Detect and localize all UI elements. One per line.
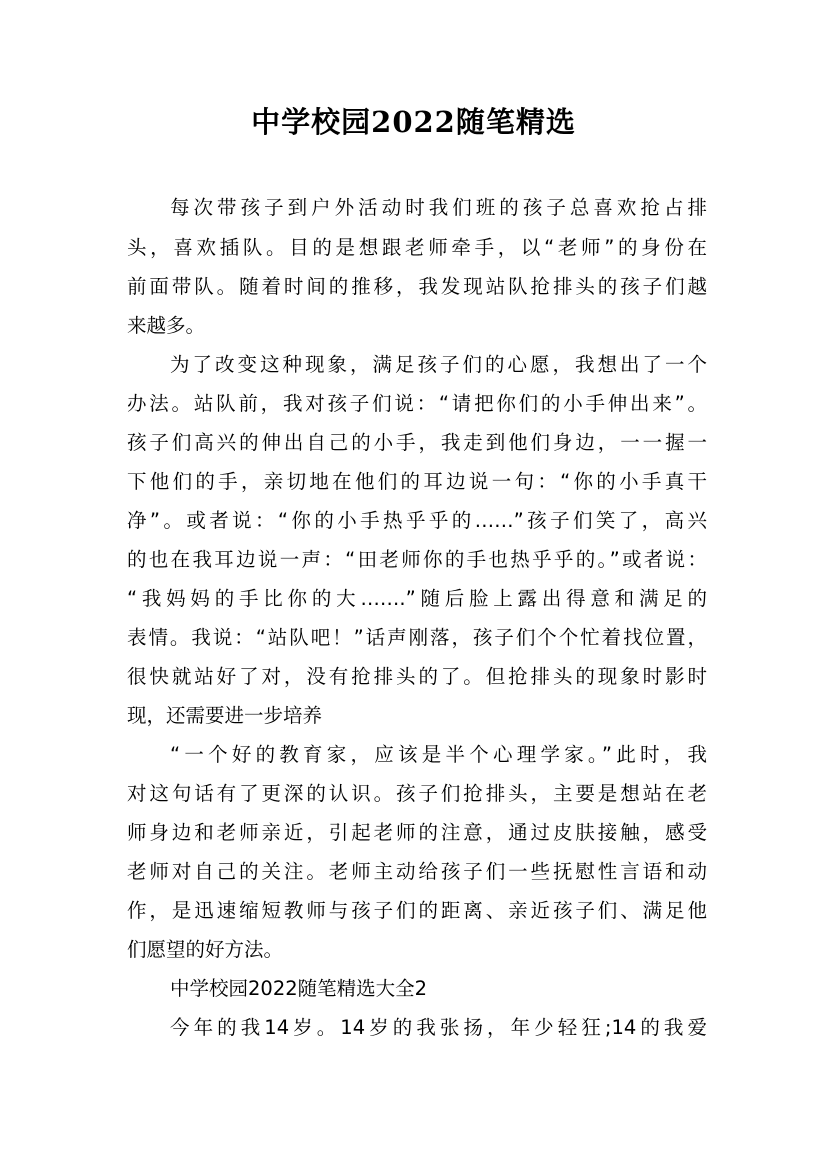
paragraph-line: 头，喜欢插队。目的是想跟老师牵手，以“老师”的身份在 bbox=[127, 236, 707, 259]
paragraph-line: 办法。站队前，我对孩子们说：“请把你们的小手伸出来”。 bbox=[127, 392, 707, 415]
paragraph-line: 师身边和老师亲近，引起老师的注意，通过皮肤接触，感受 bbox=[127, 821, 707, 844]
paragraph-line: “我妈妈的手比你的大…….”随后脸上露出得意和满足的 bbox=[127, 587, 707, 610]
paragraph-line: 对这句话有了更深的认识。孩子们抢排头，主要是想站在老 bbox=[127, 782, 707, 805]
paragraph-line: 来越多。 bbox=[127, 314, 206, 337]
paragraph-line: 表情。我说：“站队吧！”话声刚落，孩子们个个忙着找位置， bbox=[127, 626, 707, 649]
paragraph-line: 孩子们高兴的伸出自己的小手，我走到他们身边，一一握一 bbox=[127, 431, 707, 454]
section-heading: 中学校园2022随笔精选大全2 bbox=[170, 977, 428, 1000]
paragraph-line: 为了改变这种现象，满足孩子们的心愿，我想出了一个 bbox=[170, 353, 707, 376]
paragraph-line: 的也在我耳边说一声：“田老师你的手也热乎乎的。”或者说： bbox=[127, 548, 707, 571]
paragraph-line: 今年的我14岁。14岁的我张扬，年少轻狂;14的我爱 bbox=[170, 1016, 707, 1039]
document-title: 中学校园2022随笔精选 bbox=[251, 105, 576, 139]
paragraph-line: 前面带队。随着时间的推移，我发现站队抢排头的孩子们越 bbox=[127, 275, 707, 298]
paragraph-line: 下他们的手，亲切地在他们的耳边说一句：“你的小手真干 bbox=[127, 470, 707, 493]
paragraph-line: 净”。或者说：“你的小手热乎乎的……”孩子们笑了，高兴 bbox=[127, 509, 707, 532]
paragraph-line: 作，是迅速缩短教师与孩子们的距离、亲近孩子们、满足他 bbox=[127, 899, 707, 922]
paragraph-line: 老师对自己的关注。老师主动给孩子们一些抚慰性言语和动 bbox=[127, 860, 707, 883]
paragraph-line: 们愿望的好方法。 bbox=[127, 938, 284, 961]
paragraph-line: 现，还需要进一步培养 bbox=[127, 704, 323, 727]
paragraph-line: 每次带孩子到户外活动时我们班的孩子总喜欢抢占排 bbox=[170, 196, 707, 219]
paragraph-line: 很快就站好了对，没有抢排头的了。但抢排头的现象时影时 bbox=[127, 665, 707, 688]
paragraph-line: “一个好的教育家，应该是半个心理学家。”此时，我 bbox=[170, 743, 707, 766]
